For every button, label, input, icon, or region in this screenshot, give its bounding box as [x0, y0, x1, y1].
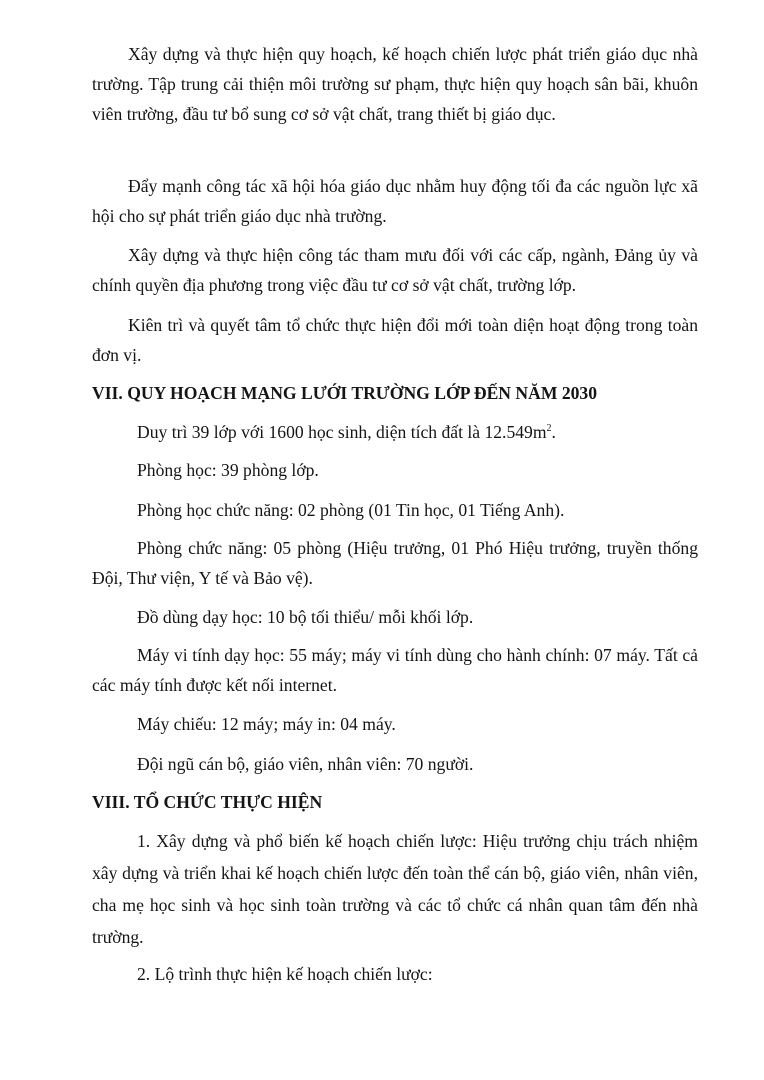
paragraph-innovation: Kiên trì và quyết tâm tổ chức thực hiện đổi mới toàn diện hoạt động trong toàn đơn vị.: [92, 315, 698, 365]
list-item-projectors: Máy chiếu: 12 máy; máy in: 04 máy.: [137, 714, 396, 734]
section-heading-viii: VIII. TỔ CHỨC THỰC HIỆN: [92, 792, 323, 812]
list-item-function-rooms: Phòng chức năng: 05 phòng (Hiệu trưởng, 01 Phó Hiệu trưởng, truyền thống Đội, Thư viện, Y tế và Bảo vệ).: [92, 538, 698, 588]
superscript: 2: [546, 423, 552, 434]
item-text: Duy trì 39 lớp với 1600 học sinh, diện tích đất là 12.549m: [137, 422, 547, 442]
list-item-function-classrooms: Phòng học chức năng: 02 phòng (01 Tin học, 01 Tiếng Anh).: [137, 500, 565, 520]
list-item-staff: Đội ngũ cán bộ, giáo viên, nhân viên: 70 người.: [137, 754, 474, 774]
list-item-computers: Máy vi tính dạy học: 55 máy; máy vi tính dùng cho hành chính: 07 máy. Tất cả các máy tính được kết nối internet.: [92, 645, 698, 695]
paragraph-strategy-plan: Xây dựng và thực hiện quy hoạch, kế hoạch chiến lược phát triển giáo dục nhà trường. Tập trung cải thiện môi trường sư phạm, thực hiện quy hoạch sân bãi, khuôn viên trường, đầu tư bổ sung cơ sở vật chất, trang thiết bị giáo dục.: [92, 44, 698, 124]
list-item-classes: [92, 417, 698, 447]
item-end: .: [551, 422, 556, 442]
list-item-teaching-aids: Đồ dùng dạy học: 10 bộ tối thiểu/ mỗi khối lớp.: [137, 607, 474, 627]
list-item-classrooms: Phòng học: 39 phòng lớp.: [137, 460, 319, 480]
list-item-dissemination: 1. Xây dựng và phổ biến kế hoạch chiến lược: Hiệu trưởng chịu trách nhiệm xây dựng và triển khai kế hoạch chiến lược đến toàn thể cán bộ, giáo viên, nhân viên, cha mẹ học sinh và học sinh toàn trường và các tổ chức cá nhân quan tâm đến nhà trường.: [92, 831, 698, 947]
list-item-roadmap: 2. Lộ trình thực hiện kế hoạch chiến lược:: [137, 964, 433, 984]
section-heading-vii: VII. QUY HOẠCH MẠNG LƯỚI TRƯỜNG LỚP ĐẾN NĂM 2030: [92, 383, 598, 403]
paragraph-socialization: Đẩy mạnh công tác xã hội hóa giáo dục nhằm huy động tối đa các nguồn lực xã hội cho sự phát triển giáo dục nhà trường.: [92, 176, 698, 226]
paragraph-advisory: Xây dựng và thực hiện công tác tham mưu đối với các cấp, ngành, Đảng ủy và chính quyền địa phương trong việc đầu tư cơ sở vật chất, trường lớp.: [92, 245, 698, 295]
